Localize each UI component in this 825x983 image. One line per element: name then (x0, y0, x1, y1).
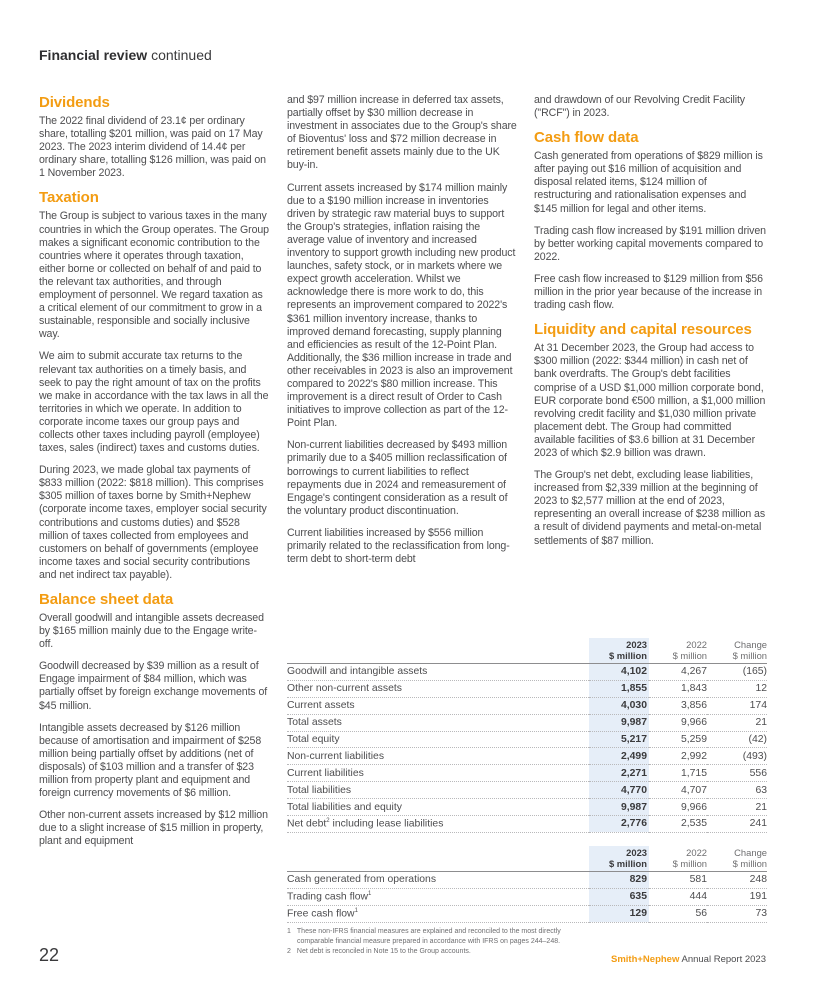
balance-sheet-heading: Balance sheet data (39, 591, 174, 608)
column-1 (39, 94, 270, 858)
liquidity-paragraph-2: The Group's net debt, excluding lease liabilities, increased from $2,339 million at the beginning of 2023 to $2,577 million at the end of 2023, representing an overall increase of $238 million as a result of dividend payments and metal-on-metal settlements of $87 million. (534, 469, 766, 547)
table-row: Free cash flow$^1$ 129 56 73 (287, 905, 767, 922)
section-title: Financial review (39, 47, 148, 63)
report-footer (611, 954, 766, 965)
col-change-header: Change $ million (732, 639, 767, 661)
current-liabilities-paragraph: Current liabilities increased by $556 million primarily related to the reclassification from long-term debt to short-term debt (287, 526, 510, 566)
taxation-paragraph-2: We aim to submit accurate tax returns to the relevant tax authorities on a timely basis, and seek to pay the right amount of tax on the profits we make in accordance with the tax laws in all the territories in which we operate. In addition to corporate income taxes our group pays and collects other taxes including payroll (employee) taxes, sales (indirect) taxes and customs duties. (39, 350, 269, 455)
col-change-header: Change $ million (732, 846, 767, 869)
liquidity-heading: Liquidity and capital resources (534, 321, 752, 339)
liquidity-paragraph-1: At 31 December 2023, the Group had access to $300 million (2022: $344 million) in cash net of bank overdrafts. The Group's debt facilities comprise of a USD $1,000 million corporate bond, EUR corporate bond €500 million, a $1,000 million revolving credit facility and $1,030 million private placement debt. The Group had committed available facilities of $3.6 billion at 31 December 2023 of which $2.9 billion was drawn. (534, 342, 766, 459)
cash-flow-paragraph-3: Free cash flow increased to $129 million from $56 million in the prior year because of the increase in trading cash flow. (534, 272, 763, 312)
balance-paragraph-4: Other non-current assets increased by $12 million due to a slight increase of $15 million in property, plant and equipment (39, 809, 268, 848)
table-row: Total equity 5,217 5,259 (42) (287, 731, 767, 748)
dividends-paragraph: The 2022 final dividend of 23.1¢ per ordinary share, totalling $201 million, was paid on 17 May 2023. The 2023 interim dividend of 14.4¢ per ordinary share, totalling $126 million, was paid on 1 November 2023. (39, 115, 266, 180)
table-row: Current assets 4,030 3,856 174 (287, 697, 767, 714)
table-row: Net debt$^2$ including lease liabilities 2,776 2,535 241 (287, 816, 767, 833)
table-row: Total liabilities and equity 9,987 9,966 21 (287, 799, 767, 816)
balance-paragraph-1: Overall goodwill and intangible assets decreased by $165 million mainly due to the Engage write-off. (39, 612, 264, 651)
table-header-row (287, 638, 767, 664)
taxation-paragraph-3: During 2023, we made global tax payments of $833 million (2022: $818 million). This comprises $305 million of taxes borne by Smith+Nephew (corporate income taxes, employer social security contributions and customs duties) and $528 million of taxes collected from employees and customers on behalf of governments (employee income taxes and social security contributions and net indirect tax payable). (39, 464, 267, 581)
col-2023-header: 2023 $ million (589, 638, 649, 664)
table-row: Non-current liabilities 2,499 2,992 (493) (287, 748, 767, 765)
col3-paragraph-1: and drawdown of our Revolving Credit Facility ("RCF") in 2023. (534, 94, 746, 120)
balance-sheet-table (287, 638, 767, 833)
cash-flow-paragraph-1: Cash generated from operations of $829 million is after paying out $16 million of acquisition and disposal related items, $124 million of restructuring and rationalisation expenses and $145 million for legal and other items. (534, 150, 763, 215)
non-current-liabilities-paragraph: Non-current liabilities decreased by $493 million primarily due to a $405 million reclassification of borrowings to current liabilities to reflect repayments due in 2024 and remeasurement of Engage's contingent consideration as a result of the voluntary product discontinuation. (287, 439, 508, 517)
taxation-paragraph-1: The Group is subject to various taxes in the many countries in which the Group operates. The Group makes a significant economic contribution to the countries where it operates through taxation, either borne or collected on behalf of and paid to the relevant tax authorities, and through employment of personnel. We regard taxation as a critical element of our commitment to grow in a sustainable, responsible and socially inclusive way. (39, 210, 269, 341)
col-2023-header: 2023 $ million (589, 846, 649, 872)
col2-paragraph-1: and $97 million increase in deferred tax assets, partially offset by $30 million decrease in investment in associates due to the Group's share of Bioventus' loss and $72 million decrease in retirement benefit assets mainly due to the UK buy-in. (287, 94, 517, 172)
balance-paragraph-2: Goodwill decreased by $39 million as a result of Engage impairment of $84 million, which was partially offset by foreign exchange movements of $45 million. (39, 660, 268, 712)
taxation-heading: Taxation (39, 189, 99, 207)
financial-tables (287, 638, 767, 957)
table-row: Total assets 9,987 9,966 21 (287, 714, 767, 731)
footnotes: 1 These non-IFRS financial measures are explained and reconciled to the most directly comparable financial measure prepared in accordance with IFRS on pages 244–248. 2 Net debt is reconciled in Note 15 to the Group accounts. (287, 927, 767, 957)
table-row: Other non-current assets 1,855 1,843 12 (287, 680, 767, 697)
col-2022-header: 2022 $ million (672, 846, 707, 869)
current-assets-paragraph: Current assets increased by $174 million mainly due to a $190 million increase in inventories driven by strategic raw material buys to support the Group's strategies, inflation raising the average value of inventory and increased inventory to support growth including new product launches, safety stock, or in markets where we expect growth acceleration. Whilst we acknowledge there is more work to do, this represents an improvement compared to 2022's $361 million inventory increase, thanks to improved demand forecasting, supply planning and efficiencies as result of the 12-Point Plan. Additionally, the $36 million increase in trade and other receivables in 2023 is also an improvement compared to 2022's $80 million increase. This improvement is a direct result of Order to Cash initiatives to improve collection as part of the 12-Point Plan. (287, 181, 516, 430)
column-2 (287, 94, 519, 575)
section-suffix: continued (151, 47, 212, 63)
section-header (39, 47, 212, 63)
cash-flow-table (287, 846, 767, 923)
cash-flow-heading: Cash flow data (534, 129, 639, 147)
table-header-row (287, 846, 767, 872)
brand-name: Smith+Nephew (610, 954, 680, 965)
cash-flow-paragraph-2: Trading cash flow increased by $191 million driven by better working capital movements compared to 2022. (534, 224, 766, 263)
page-number: 22 (39, 945, 60, 965)
table-row: Current liabilities 2,271 1,715 556 (287, 765, 767, 782)
table-row: Total liabilities 4,770 4,707 63 (287, 782, 767, 799)
dividends-heading: Dividends (39, 94, 110, 111)
table-row: Goodwill and intangible assets 4,102 4,267 (165) (287, 664, 767, 681)
footnote-2: 2 Net debt is reconciled in Note 15 to the Group accounts. (287, 947, 471, 955)
balance-paragraph-3: Intangible assets decreased by $126 million because of amortisation and impairment of $258 million being partially offset by additions (net of disposals) of $103 million and a transfer of $23 million from property plant and equipment and foreign currency movements of $6 million. (39, 721, 262, 800)
column-3 (534, 94, 766, 557)
table-row: Trading cash flow$^1$ 635 444 191 (287, 888, 767, 905)
footnote-1: 1 These non-IFRS financial measures are explained and reconciled to the most directly (287, 927, 561, 935)
table-row: Cash generated from operations 829 581 248 (287, 871, 767, 888)
report-title: Annual Report 2023 (681, 954, 766, 965)
col-2022-header: 2022 $ million (672, 639, 707, 661)
